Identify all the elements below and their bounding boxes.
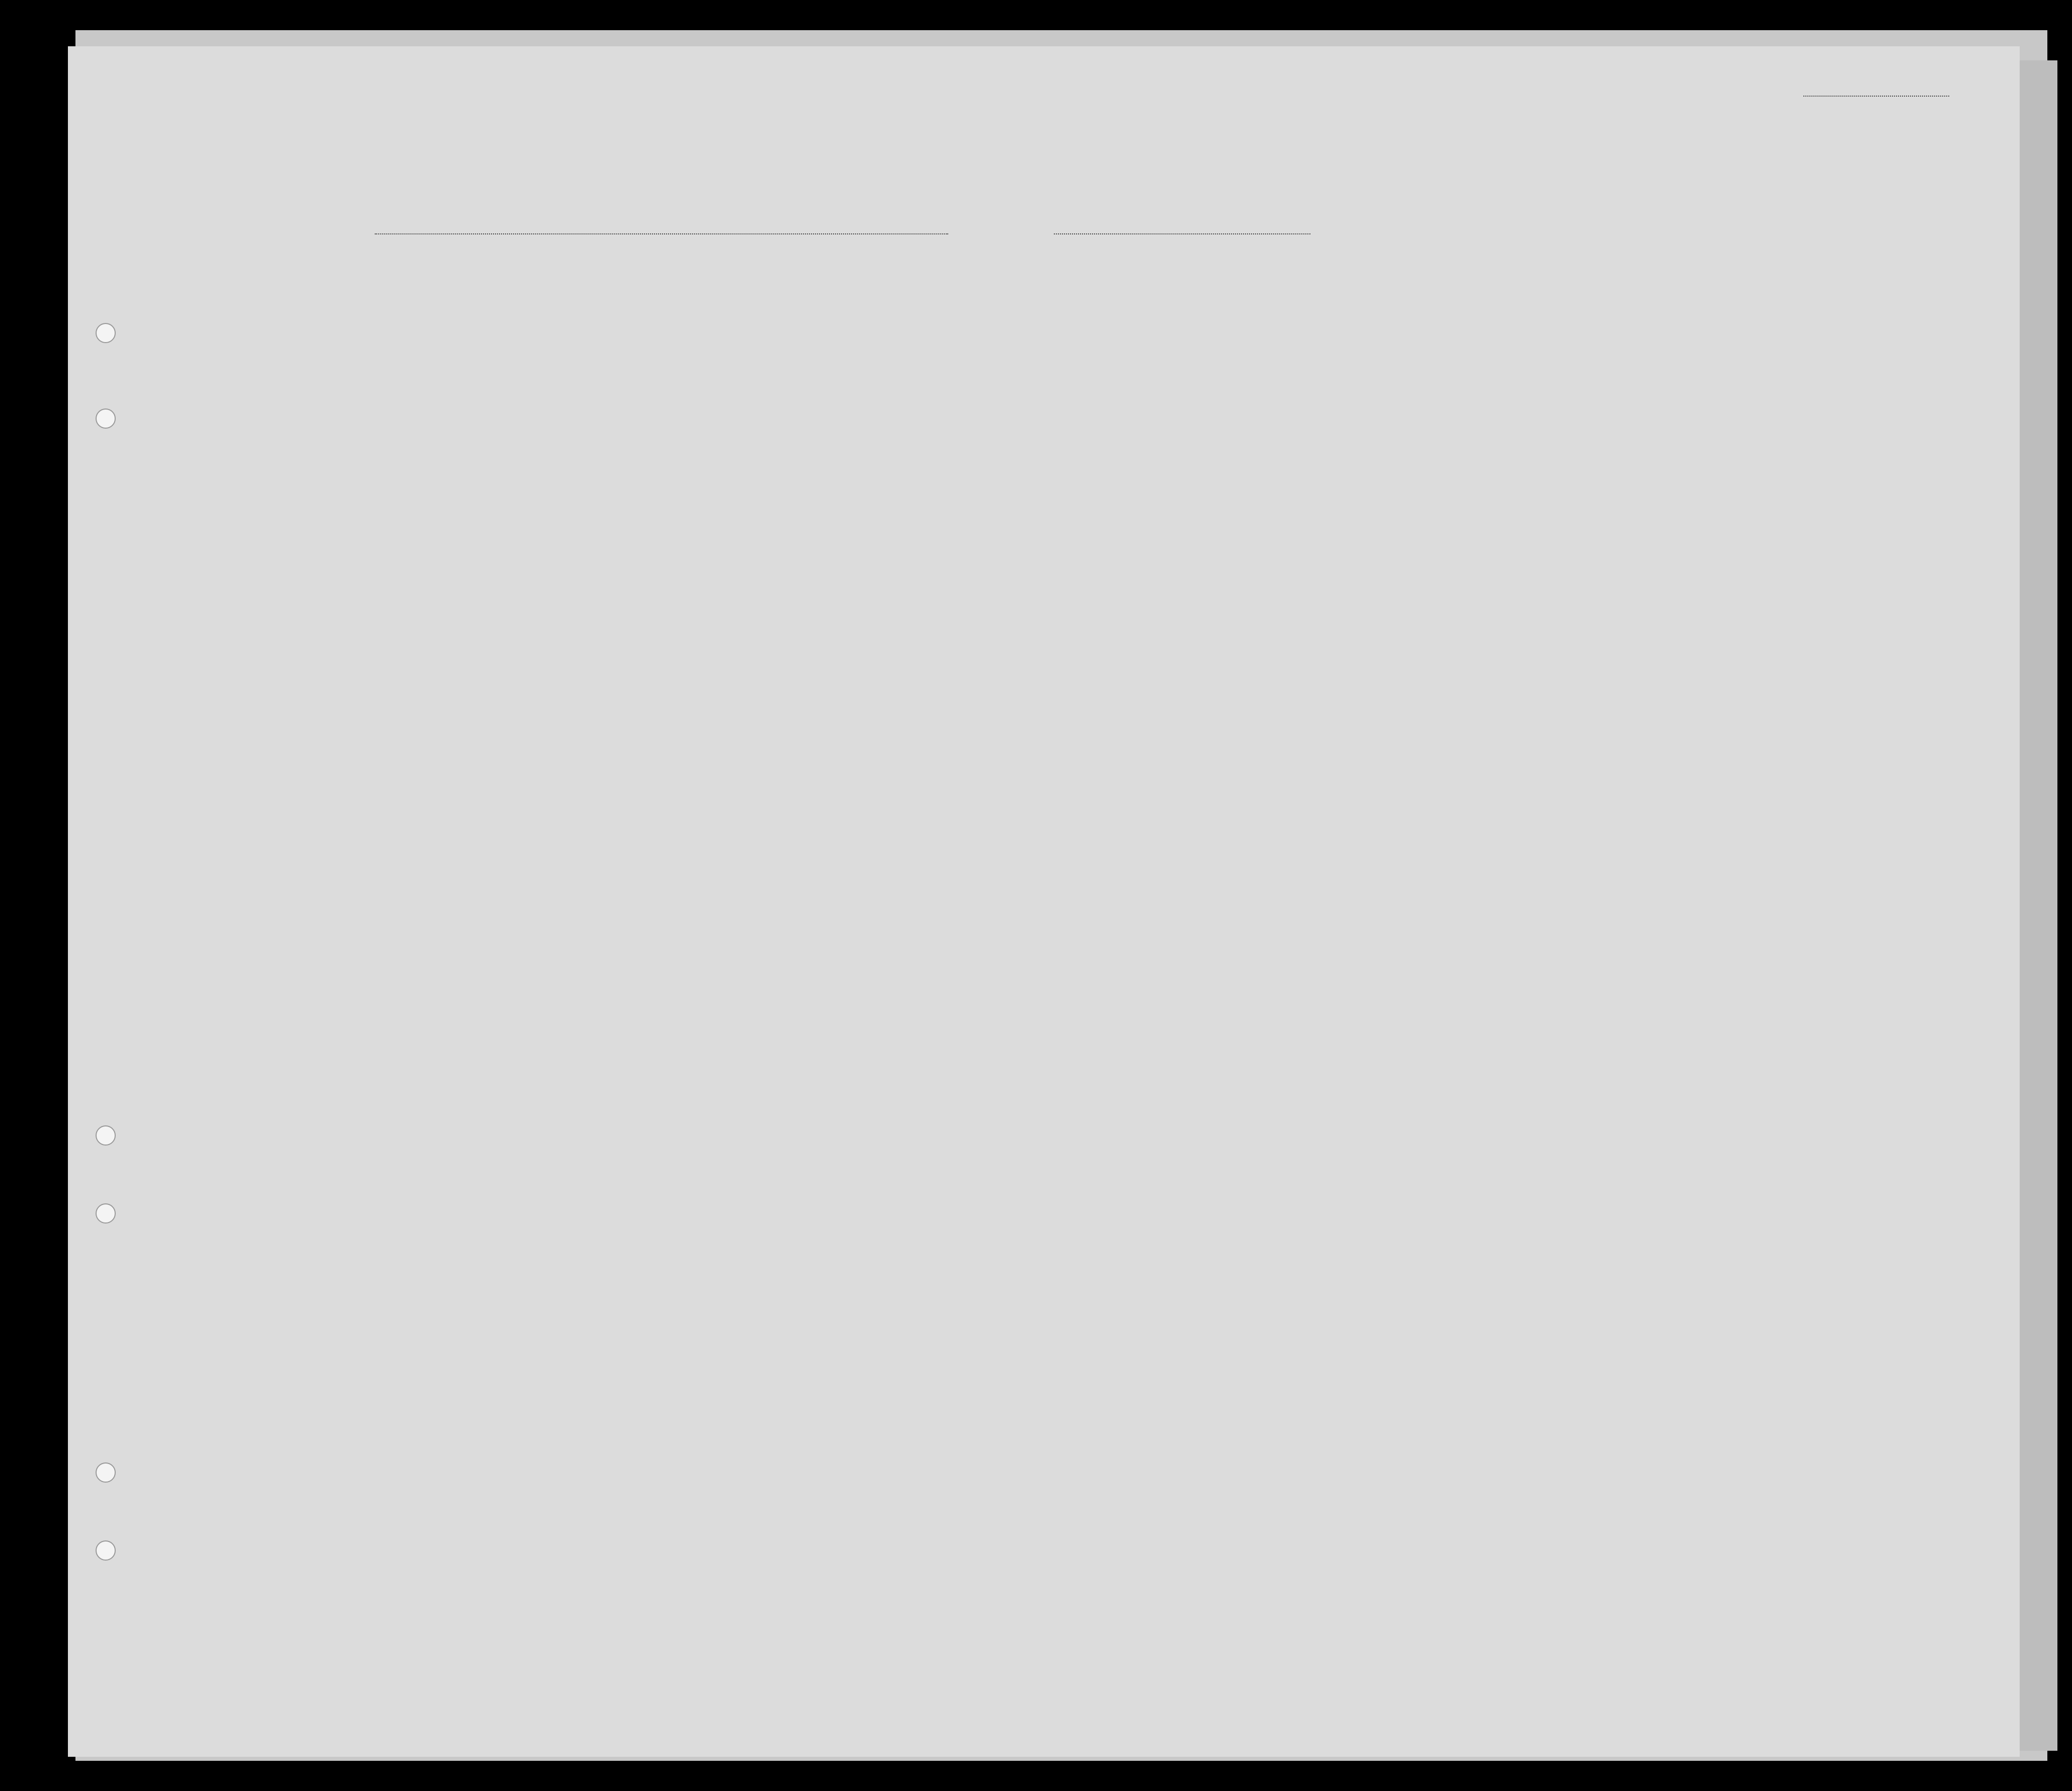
binder-hole bbox=[96, 1203, 116, 1224]
binder-hole bbox=[96, 409, 116, 429]
table-grid bbox=[68, 46, 2020, 1757]
binder-hole bbox=[96, 1462, 116, 1483]
binder-hole bbox=[96, 1540, 116, 1561]
binder-hole bbox=[96, 1125, 116, 1146]
manifest-sheet bbox=[68, 46, 2020, 1757]
binder-hole bbox=[96, 323, 116, 343]
port-line bbox=[375, 233, 948, 234]
date-line bbox=[1054, 233, 1310, 234]
list-line bbox=[1803, 96, 1949, 97]
